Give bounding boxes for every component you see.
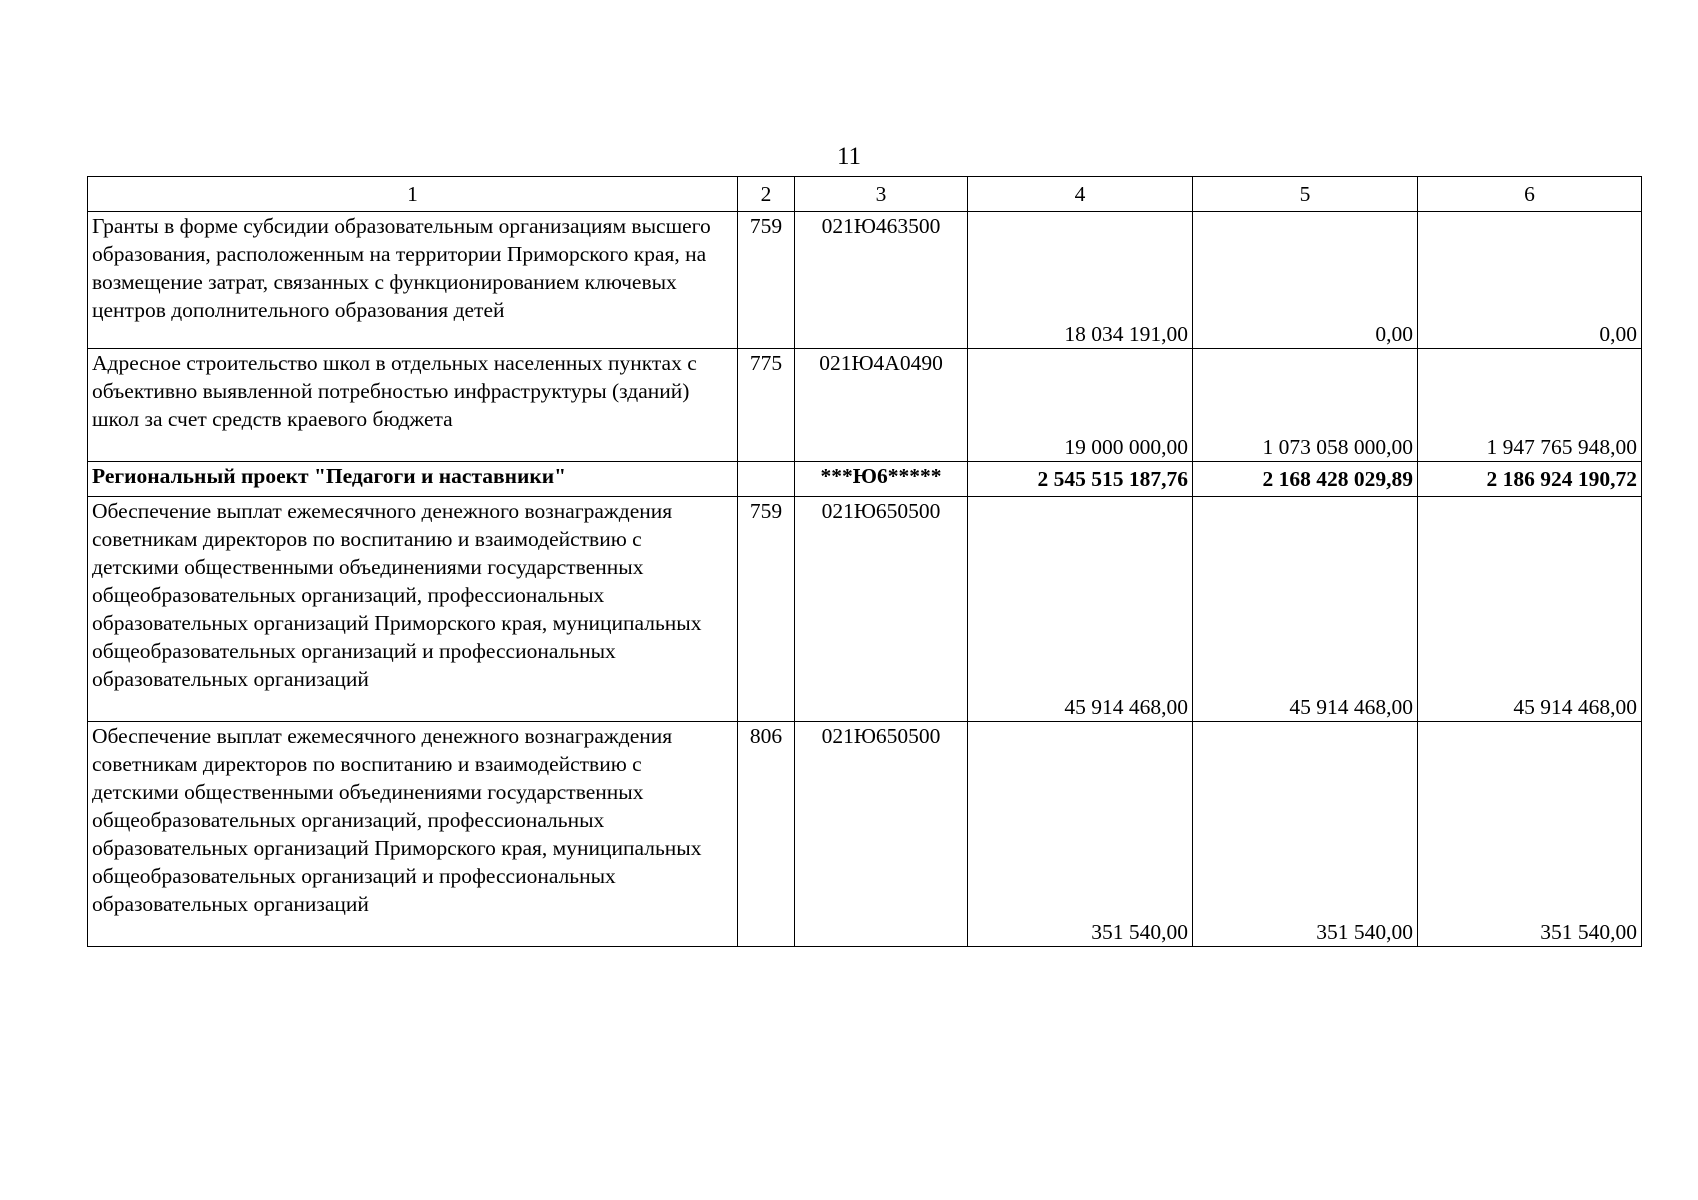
row-target-code: 021Ю4А0490 — [795, 349, 968, 462]
row-target-code: 021Ю463500 — [795, 212, 968, 349]
row-gr-code: 775 — [738, 349, 795, 462]
row-amount-col5: 0,00 — [1193, 212, 1418, 349]
row-name: Обеспечение выплат ежемесячного денежного вознаграждения советникам директоров по воспитанию и взаимодействию с детскими общественными объединениями государственных общеобразовательных организаций, профессиональных образовательных организаций Приморского края, муниципальных общеобразовательных организаций и профессиональных образовательных организаций — [88, 497, 738, 722]
row-amount-col6: 2 186 924 190,72 — [1418, 462, 1642, 497]
row-target-code: 021Ю650500 — [795, 497, 968, 722]
row-amount-col4: 2 545 515 187,76 — [968, 462, 1193, 497]
column-header: 1 — [88, 177, 738, 212]
row-amount-col4: 351 540,00 — [968, 722, 1193, 947]
column-header: 3 — [795, 177, 968, 212]
row-name: Обеспечение выплат ежемесячного денежного вознаграждения советникам директоров по воспитанию и взаимодействию с детскими общественными объединениями государственных общеобразовательных организаций, профессиональных образовательных организаций Приморского края, муниципальных общеобразовательных организаций и профессиональных образовательных организаций — [88, 722, 738, 947]
table-row — [88, 497, 1642, 722]
column-header: 2 — [738, 177, 795, 212]
row-target-code: ***Ю6***** — [795, 462, 968, 497]
row-amount-col5: 351 540,00 — [1193, 722, 1418, 947]
row-target-code: 021Ю650500 — [795, 722, 968, 947]
row-amount-col6: 45 914 468,00 — [1418, 497, 1642, 722]
row-amount-col4: 19 000 000,00 — [968, 349, 1193, 462]
table-row — [88, 212, 1642, 349]
row-amount-col4: 45 914 468,00 — [968, 497, 1193, 722]
row-name: Адресное строительство школ в отдельных населенных пунктах с объективно выявленной потребностью инфраструктуры (зданий) школ за счет средств краевого бюджета — [88, 349, 738, 462]
row-amount-col5: 45 914 468,00 — [1193, 497, 1418, 722]
row-amount-col4: 18 034 191,00 — [968, 212, 1193, 349]
table-header-row — [88, 177, 1642, 212]
row-name: Гранты в форме субсидии образовательным организациям высшего образования, расположенным на территории Приморского края, на возмещение затрат, связанных с функционированием ключевых центров дополнительного образования детей — [88, 212, 738, 349]
row-amount-col6: 1 947 765 948,00 — [1418, 349, 1642, 462]
row-amount-col6: 0,00 — [1418, 212, 1642, 349]
table-row — [88, 722, 1642, 947]
column-header: 4 — [968, 177, 1193, 212]
row-gr-code: 759 — [738, 212, 795, 349]
row-amount-col5: 2 168 428 029,89 — [1193, 462, 1418, 497]
row-amount-col5: 1 073 058 000,00 — [1193, 349, 1418, 462]
row-gr-code — [738, 462, 795, 497]
column-header: 5 — [1193, 177, 1418, 212]
table-row — [88, 349, 1642, 462]
budget-table — [87, 176, 1642, 947]
column-header: 6 — [1418, 177, 1642, 212]
page-number: 11 — [836, 143, 862, 170]
row-gr-code: 806 — [738, 722, 795, 947]
row-name: Региональный проект "Педагоги и наставники" — [88, 462, 738, 497]
row-gr-code: 759 — [738, 497, 795, 722]
table-row-project-total — [88, 462, 1642, 497]
row-amount-col6: 351 540,00 — [1418, 722, 1642, 947]
